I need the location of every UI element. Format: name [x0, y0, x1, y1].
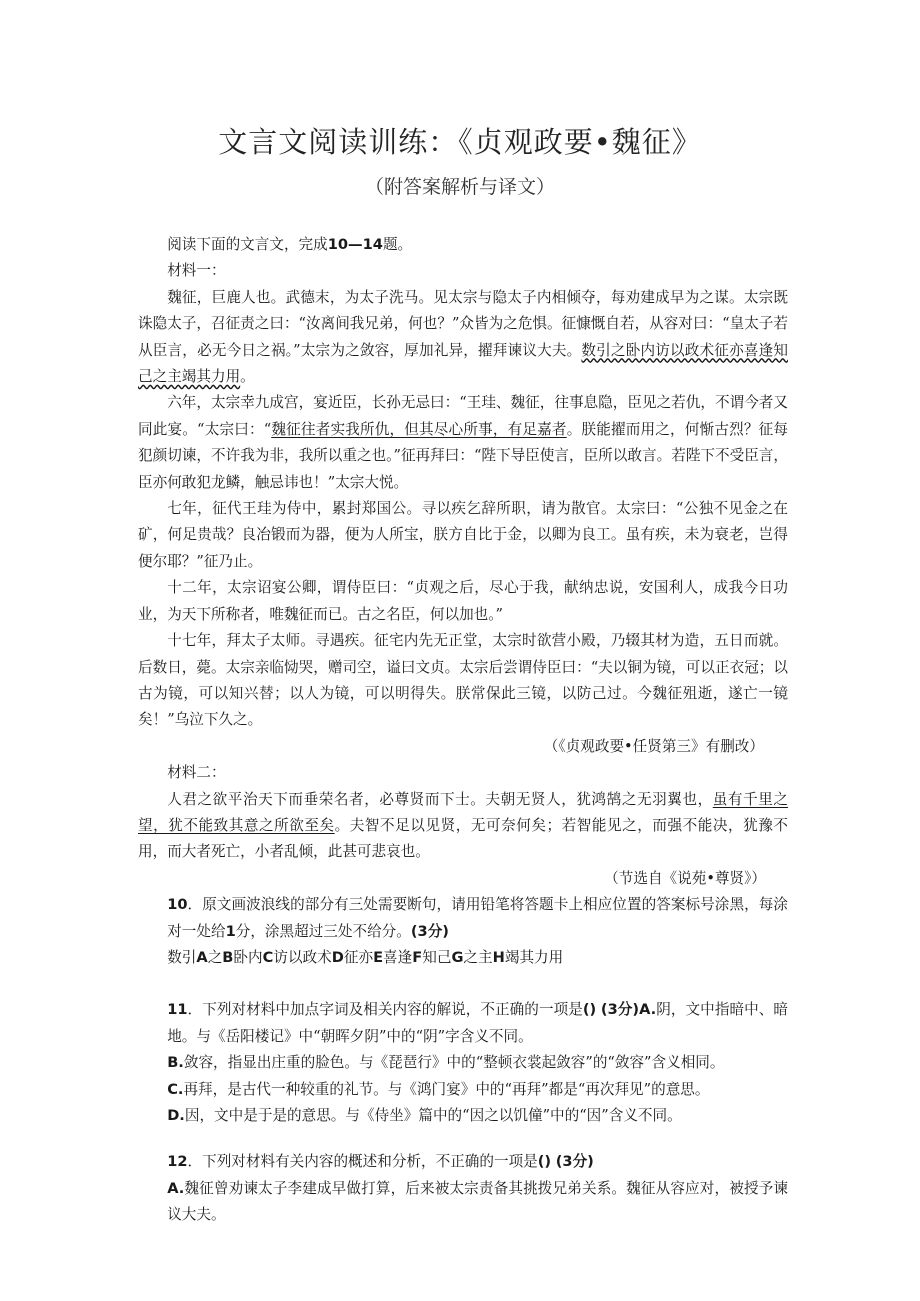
material2-label: 材料二：: [167, 764, 226, 782]
document-subtitle: （附答案解析与译文）: [364, 176, 555, 198]
instructions: [138, 232, 788, 258]
text-run: 。: [240, 368, 255, 386]
q11-option-b: [138, 1050, 788, 1076]
text-run: 六年，太宗幸九成宫，宴近臣，长孙无忌曰：“王珪、魏征，往事息隐，臣见之若仇，不谓今者又同此宴。“太宗曰：“: [138, 394, 788, 438]
question-score: (3分): [410, 922, 449, 940]
text-run: 。夫智不足以见贤，无可奈何矣；若智能见之，而强不能决，犹豫不用，而大者死亡，小者乱倾，此甚可悲哀也。: [138, 816, 788, 861]
material2-paragraph: [138, 787, 788, 866]
segment-text: 数引: [167, 948, 197, 966]
emphasized-term: 敛容: [359, 341, 390, 359]
option-key: A.: [639, 1001, 657, 1019]
segment-text: 之: [207, 948, 223, 966]
break-marker: E: [373, 948, 384, 966]
q11-option-d: [138, 1103, 788, 1129]
material1-paragraph: 七年，征代王珪为侍中，累封郑国公。寻以疾乞辞所职，请为散官。太宗曰：“公独不见金之在矿，何足贵哉？良冶锻而为器，便为人所宝，朕方自比于金，以卿为良工。虽有疾，未为衰老，岂得便尔耶？”征乃止。: [138, 500, 788, 570]
option-text: 敛容，指显出庄重的脸色。与《琵琶行》中的“整顿衣裳起敛容”的“敛容”含义相同。: [183, 1054, 725, 1072]
option-key: C.: [167, 1080, 184, 1098]
wavy-underlined-passage: 数引之卧内访以政术征亦喜逢知己之主竭其力用: [138, 341, 788, 386]
question-10: [138, 892, 788, 945]
material1-source: （《贞观政要•任贤第三》有删改）: [543, 737, 764, 755]
text-run: ，厚加礼异，擢拜谏议大夫。: [389, 341, 582, 359]
material1-paragraph: 十七年，拜太子太师。寻遇疾。征宅内先无正堂，太宗时欲营小殿，乃辍其材为造，五日而就。后数日，薨。太宗亲临恸哭，赠司空，谥曰文贞。太宗后尝谓侍臣曰：“夫以铜为镜，可以正衣冠；以古为镜，可以知兴替；以人为镜，可以明得失。朕常保此三镜，以防己过。今魏征殂逝，遂亡一镜矣！”乌泣下久之。: [138, 632, 788, 729]
question-text: ．原文画波浪线的部分有三处需要断句，请用铅笔将答题卡上相应位置的答案标号涂黑，每涂对一处给: [167, 896, 788, 940]
q11-option-c: [138, 1077, 788, 1103]
instructions-suffix: 题。: [382, 236, 413, 253]
break-marker: G: [451, 948, 464, 966]
spacer: [138, 971, 788, 997]
segment-text: 知己: [422, 948, 452, 966]
question-text: ．下列对材料有关内容的概述和分析，不正确的一项是: [187, 1153, 538, 1171]
question-text: ．下列对材料中加点字词及相关内容的解说，不正确的一项是: [187, 1001, 583, 1019]
point-value: 1: [225, 922, 236, 940]
break-marker: F: [412, 948, 423, 966]
question-number: 12: [167, 1153, 188, 1171]
underlined-sentence: 虽有千里之望，犹不能致其意之所欲至矣: [138, 790, 788, 834]
answer-blank: (): [582, 1001, 597, 1019]
material1-paragraph: [138, 285, 788, 391]
text-run: 魏征，巨鹿人也。武德末，为太子洗马。见太宗与隐太子内相倾夺，每劝建成早为之谋。太宗既诛隐太子，召征责之曰：“汝离间我兄弟，何也？”众皆为之危惧。征慷慨自若，从容对曰：“皇太子若从臣言，必无今日之祸。”太宗为之: [138, 288, 788, 359]
material1-paragraph: [138, 390, 788, 496]
question-score: (3分): [555, 1153, 594, 1171]
material1-label: 材料一：: [167, 262, 226, 280]
question-text: 分，涂黑超过三处不给分。: [235, 922, 411, 940]
option-text: 魏征曾劝谏太子李建成早做打算，后来被太宗责备其挑拨兄弟关系。魏征从容应对，被授予谏议大夫。: [167, 1179, 788, 1224]
break-marker: D: [331, 948, 344, 966]
document-title: 文言文阅读训练：《贞观政要•魏征》: [218, 125, 702, 159]
option-key: D.: [167, 1107, 185, 1124]
option-key: B.: [167, 1054, 184, 1072]
question-12: [138, 1149, 788, 1175]
question-number: 11: [167, 1001, 188, 1019]
question-number: 10: [167, 896, 188, 914]
question-score: (3分): [600, 1001, 640, 1019]
text-run: 。朕能擢而用之，何惭古烈？征每犯颜切谏，不许我为非，我所以重之也。”征再拜曰：“陛下导臣使言，臣所以敢言。若陛下不受臣言，臣亦何敢犯龙鳞，触忌讳也！”太宗大悦。: [138, 420, 788, 491]
instructions-text: 阅读下面的文言文，完成: [167, 236, 328, 253]
underlined-sentence: 魏征往者实我所仇，但其尽心所事，有足嘉者: [271, 420, 567, 438]
answer-blank: (): [537, 1153, 552, 1171]
segment-text: 访以政术: [273, 948, 332, 966]
q12-option-a: [138, 1176, 788, 1229]
segment-text: 卧内: [233, 948, 263, 966]
option-text: 再拜，是古代一种较重的礼节。与《鸿门宴》中的“再拜”都是“再次拜见”的意思。: [183, 1080, 710, 1098]
option-text: 因，文中是于是的意思。与《侍坐》篇中的“因之以饥僮”中的“因”含义不同。: [184, 1107, 682, 1124]
document-body: [138, 232, 788, 1229]
q10-answer-options: [138, 945, 788, 971]
break-marker: A: [196, 948, 208, 966]
question-11: [138, 997, 788, 1050]
break-marker: C: [262, 948, 274, 966]
segment-text: 之主: [463, 948, 493, 966]
segment-text: 竭其力用: [504, 948, 564, 966]
segment-text: 喜逢: [383, 948, 413, 966]
spacer: [138, 1129, 788, 1149]
material2-source: （节选自《说苑•尊贤》）: [604, 869, 766, 887]
break-marker: B: [222, 948, 234, 966]
question-range: 10—14: [327, 236, 383, 253]
material1-paragraph: 十二年，太宗诏宴公卿，谓侍臣曰：“贞观之后，尽心于我，献纳忠说，安国利人，成我今日功业，为天下所称者，唯魏征而已。古之名臣，何以加也。”: [138, 579, 788, 623]
option-key: A.: [167, 1179, 185, 1197]
text-run: 人君之欲平治天下而垂荣名者，必尊贤而下士。夫朝无贤人，犹鸿鹄之无羽翼也，: [167, 790, 713, 808]
segment-text: 征亦: [343, 948, 374, 966]
break-marker: H: [492, 948, 505, 966]
option-a: 阴，文中指暗中、暗地。与《岳阳楼记》中“朝晖夕阴”中的“阴”字含义不同。: [167, 1001, 788, 1045]
